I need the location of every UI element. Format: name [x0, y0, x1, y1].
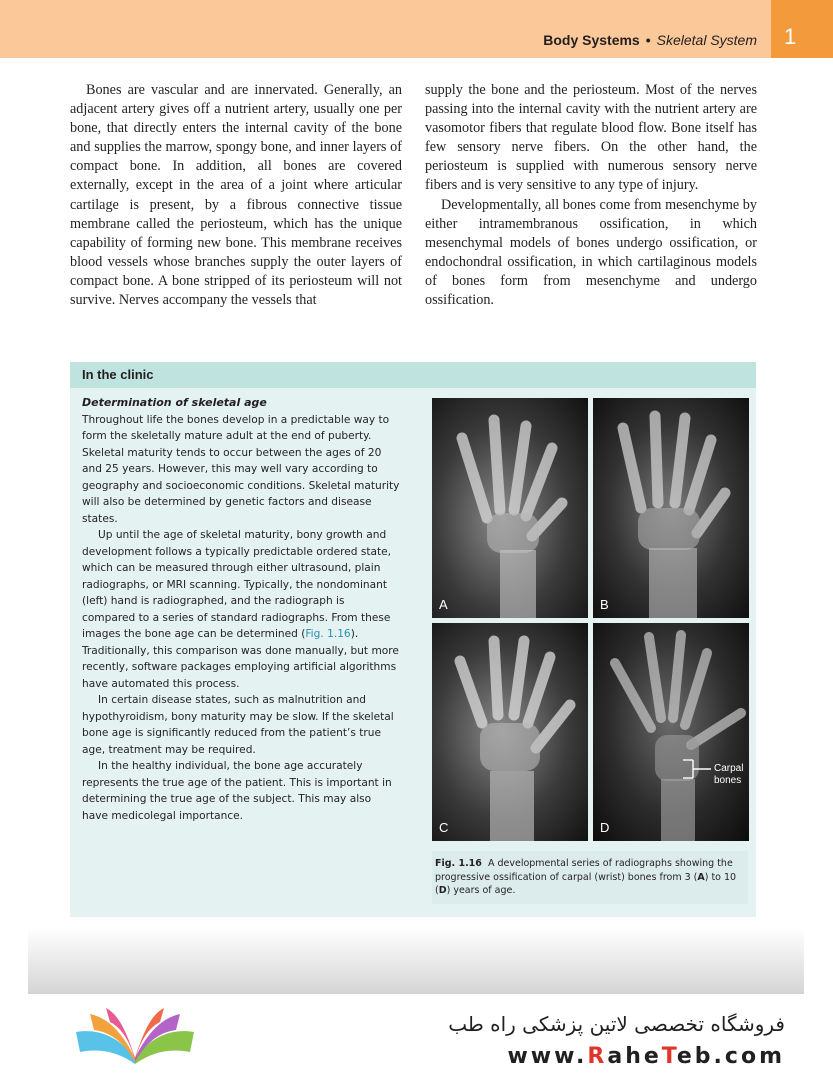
- caption-letter: D: [438, 885, 447, 896]
- figure-caption: [435, 857, 745, 898]
- radiograph-panel-b: [593, 398, 749, 618]
- hand-radiograph-image: [593, 623, 749, 841]
- clinic-paragraph: In the healthy individual, the bone age accurately represents the true age of the patient. This is important in determining the true age of the subject. This may also have medicolegal importance.: [82, 760, 392, 822]
- caption-letter: A: [697, 871, 705, 883]
- body-paragraph: supply the bone and the periosteum. Most of the nerves passing into the internal cavity with the nutrient artery are vasomotor fibers that regulate blood flow. Bone itself has few sensory nerve fibers. On the other hand, the periosteum is supplied with numerous sensory nerve fibers and is very sensitive to any type of injury.: [425, 82, 757, 194]
- body-paragraph: Bones are vascular and are innervated. Generally, an adjacent artery gives off a nutrient artery, usually one per bone, that directly enters the internal cavity of the bone and supplies the marrow, spongy bone, and inner layers of compact bone. In addition, all bones are covered externally, except in the area of a joint where articular cartilage is present, by a fibrous connective tissue membrane called the periosteum, which has the unique capability of forming new bone. This membrane receives blood vessels whose branches supply the outer layers of compact bone. A bone stripped of its periosteum will not survive. Nerves accompany the vessels that: [70, 82, 402, 309]
- header-subsection: Skeletal System: [656, 32, 757, 48]
- clinic-paragraph: [82, 527, 400, 692]
- panel-label: D: [600, 820, 610, 835]
- chapter-tab: [771, 0, 833, 58]
- clinic-text-span: ). Traditionally, this comparison was done manually, but more recently, software packages employing artificial algorithms have automated this process.: [82, 628, 399, 690]
- caption-text: ) years of age.: [446, 885, 516, 896]
- clinic-header-bar: [70, 362, 756, 388]
- figure-reference-link[interactable]: Fig. 1.16: [305, 628, 351, 640]
- chapter-number: 1: [784, 24, 797, 49]
- watermark-store-name: فروشگاه تخصصی لاتین پزشکی راه طب: [448, 1012, 785, 1036]
- running-header: [543, 32, 757, 48]
- radiograph-panel-a: [432, 398, 588, 618]
- header-band: [0, 0, 833, 58]
- hand-radiograph-image: [432, 398, 588, 618]
- web-part: eb.com: [676, 1044, 785, 1069]
- carpal-bones-label: [714, 763, 743, 787]
- web-part: T: [661, 1044, 677, 1069]
- hand-radiograph-image: [432, 623, 588, 841]
- clinic-title: In the clinic: [82, 367, 154, 382]
- clinic-text-span: Up until the age of skeletal maturity, bony growth and development follows a typically predictable ordered state, which can be measured through either ultrasound, plain radiographs, or MRI scanning. Typically, the nondominant (left) hand is radiographed, and the radiograph is compared to a series of standard radiographs. From these images the bone age can be determined (: [82, 529, 392, 640]
- web-part: R: [587, 1044, 608, 1069]
- book-logo-icon: [70, 1008, 200, 1068]
- body-column-left: [70, 81, 402, 310]
- body-paragraph: Developmentally, all bones come from mesenchyme by either intramembranous ossification, in which mesenchymal models of bones undergo ossification, or endochondral ossification, in which cartilaginous models of bones form from mesenchyme and undergo ossification.: [425, 196, 757, 309]
- radiograph-panel-d: [593, 623, 749, 841]
- web-part: www.: [507, 1044, 588, 1069]
- clinic-paragraph: In certain disease states, such as malnutrition and hypothyroidism, bony maturity may be slow. If the skeletal bone age is significantly reduced from the patient’s true age, treatment may be required.: [82, 694, 394, 756]
- clinic-heading: Determination of skeletal age: [82, 396, 267, 409]
- header-section: Body Systems: [543, 32, 640, 48]
- web-part: ahe: [607, 1044, 662, 1069]
- footer-shadow: [28, 928, 804, 994]
- radiograph-panel-c: [432, 623, 588, 841]
- panel-label: B: [600, 597, 609, 612]
- caption-figure-number: Fig. 1.16: [435, 858, 482, 869]
- clinic-text: [82, 395, 400, 824]
- caption-text: A developmental series of radiographs showing the progressive ossification of carpal (wrist) bones from 3 (: [435, 858, 733, 883]
- carpal-label-line: Carpal: [714, 763, 744, 774]
- figure-caption-box: [432, 851, 748, 904]
- carpal-label-line: bones: [714, 775, 742, 786]
- header-bullet: •: [645, 32, 651, 48]
- hand-radiograph-image: [593, 398, 749, 618]
- panel-label: C: [439, 820, 449, 835]
- panel-label: A: [439, 597, 448, 612]
- caption-text: ) to 10 (: [435, 871, 737, 896]
- watermark-website: [440, 1044, 785, 1069]
- clinic-paragraph: Throughout life the bones develop in a predictable way to form the skeletally mature adult at the end of puberty. Skeletal maturity tends to occur between the ages of 20 and 25 years. However, this may well vary according to geography and socioeconomic conditions. Skeletal maturity will also be determined by genetic factors and disease states.: [82, 413, 400, 525]
- body-column-right: [425, 81, 757, 310]
